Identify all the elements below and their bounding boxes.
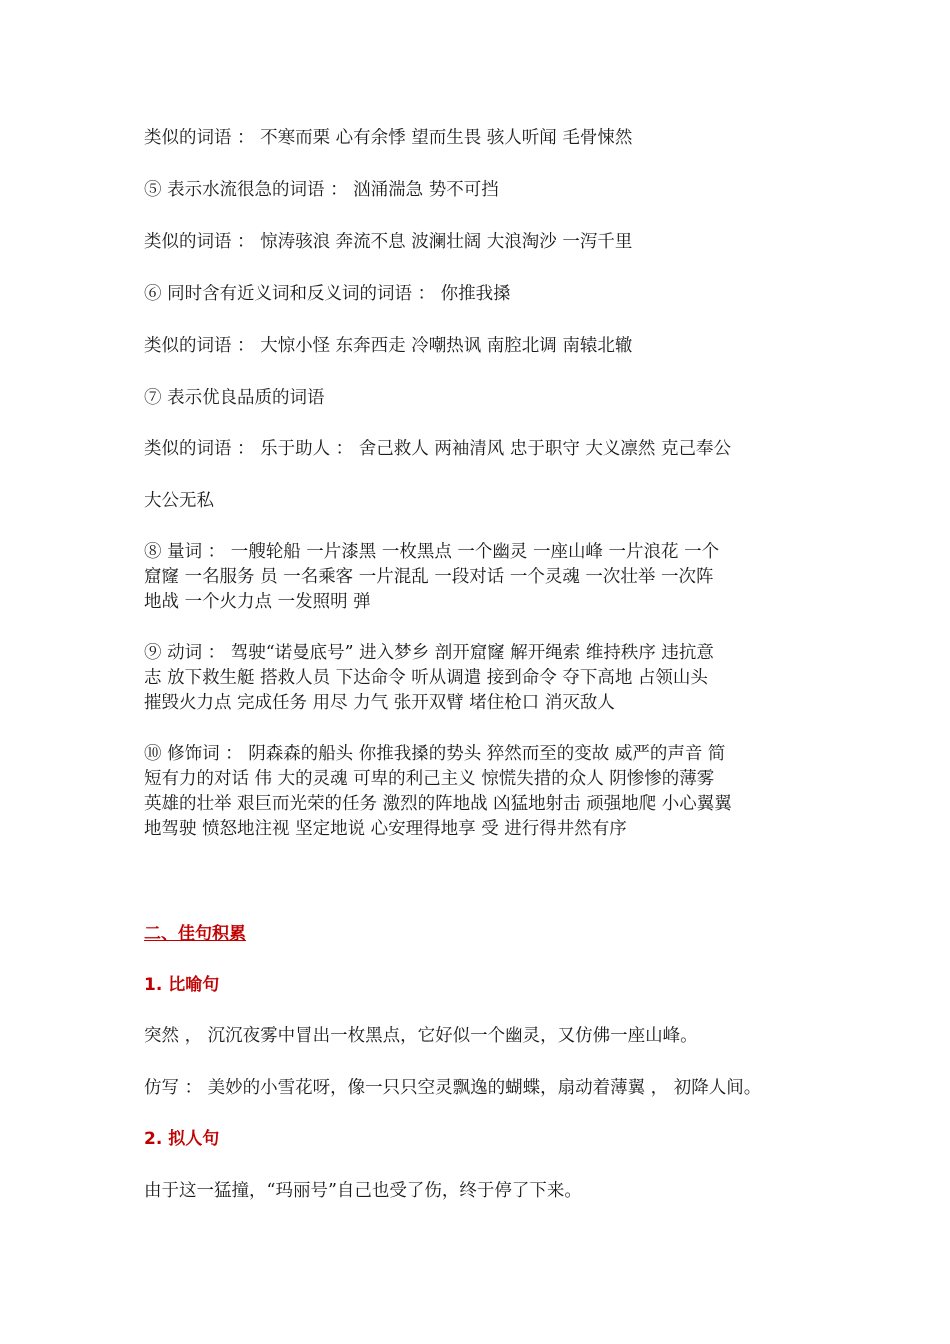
text-line: 类似的词语 ： 不寒而栗 心有余悸 望而生畏 骇人听闻 毛骨悚然 <box>144 128 633 148</box>
text-line: ⑧ 量词 ： 一艘轮船 一片漆黑 一枚黑点 一个幽灵 一座山峰 一片浪花 一个 <box>144 542 720 562</box>
text-line: 仿写 ： 美妙的小雪花呀，像一只只空灵飘逸的蝴蝶，扇动着薄翼 ， 初降人间。 <box>144 1078 762 1098</box>
text-line: 类似的词语 ： 乐于助人 ： 舍己救人 两袖清风 忠于职守 大义凛然 克己奉公 <box>144 439 731 459</box>
text-line: 窟窿 一名服务 员 一名乘客 一片混乱 一段对话 一个灵魂 一次壮举 一次阵 <box>144 567 714 587</box>
text-line: ⑨ 动词 ： 驾驶“诺曼底号” 进入梦乡 剖开窟窿 解开绳索 维持秩序 违抗意 <box>144 643 714 663</box>
text-line: 由于这一猛撞，“玛丽号”自己也受了伤，终于停了下来。 <box>144 1181 582 1201</box>
paragraph-measure-words <box>144 540 824 615</box>
text-line: 志 放下救生艇 搭救人员 下达命令 听从调遣 接到命令 夺下高地 占领山头 <box>144 668 708 688</box>
subheading-metaphor: 1. 比喻句 <box>144 975 220 995</box>
text-line: ⑩ 修饰词 ： 阴森森的船头 你推我搡的势头 猝然而至的变故 威严的声音 简 <box>144 744 726 764</box>
text-line: 类似的词语 ： 惊涛骇浪 奔流不息 波澜壮阔 大浪淘沙 一泻千里 <box>144 232 633 252</box>
text-line: ⑦ 表示优良品质的词语 <box>144 388 325 408</box>
text-line: 摧毁火力点 完成任务 用尽 力气 张开双臂 堵住枪口 消灭敌人 <box>144 693 615 713</box>
subheading-personification: 2. 拟人句 <box>144 1129 220 1149</box>
text-line: 短有力的对话 伟 大的灵魂 可卑的利己主义 惊慌失措的众人 阴惨惨的薄雾 <box>144 769 715 789</box>
text-line: 英雄的壮举 艰巨而光荣的任务 激烈的阵地战 凶猛地射击 顽强地爬 小心翼翼 <box>144 794 732 814</box>
text-line: ⑥ 同时含有近义词和反义词的词语 ： 你推我搡 <box>144 284 511 304</box>
paragraph-modifiers <box>144 742 824 842</box>
text-line: 地战 一个火力点 一发照明 弹 <box>144 592 371 612</box>
text-line: 类似的词语 ： 大惊小怪 东奔西走 冷嘲热讽 南腔北调 南辕北辙 <box>144 336 633 356</box>
paragraph-verbs <box>144 641 824 716</box>
text-line: 突然 ， 沉沉夜雾中冒出一枚黑点，它好似一个幽灵，又仿佛一座山峰。 <box>144 1026 698 1046</box>
text-line: 大公无私 <box>144 491 214 511</box>
section-title: 二、佳句积累 <box>144 924 246 944</box>
text-line: ⑤ 表示水流很急的词语 ： 汹涌湍急 势不可挡 <box>144 180 499 200</box>
text-line: 地驾驶 愤怒地注视 坚定地说 心安理得地享 受 进行得井然有序 <box>144 819 627 839</box>
